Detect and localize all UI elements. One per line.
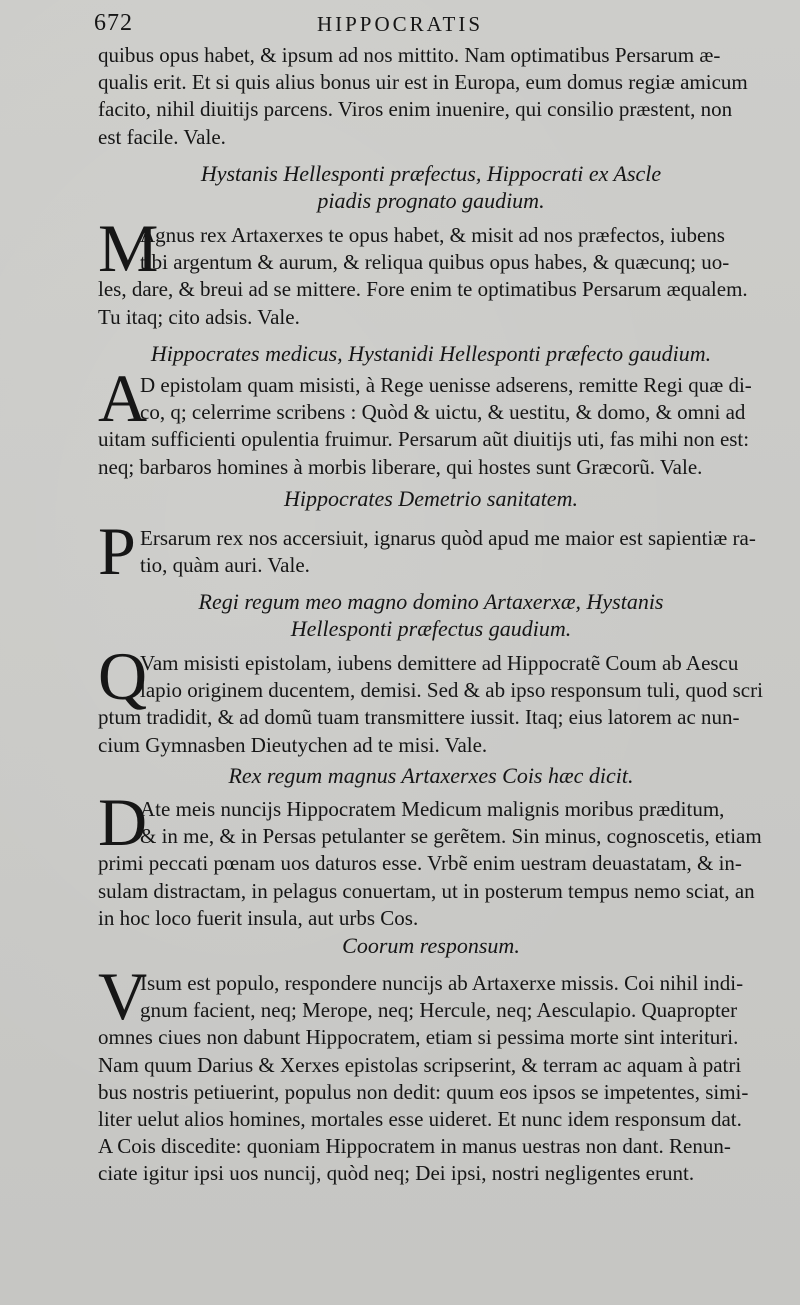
text-line: gnum facient, neq; Merope, neq; Hercule, neq; Aesculapio. Quapropter xyxy=(140,998,738,1023)
letter-paragraph xyxy=(98,638,764,759)
heading-line: Hellesponti præfectus gaudium. xyxy=(290,616,572,642)
text-line: Vam misisti epistolam, iubens demittere ad Hippocratẽ Coum ab Aescu xyxy=(140,651,739,675)
letter-heading xyxy=(98,160,764,214)
text-line: est facile. Vale. xyxy=(98,124,226,149)
text-line: cium Gymnasben Dieutychen ad te misi. Vale. xyxy=(98,732,488,757)
heading-line: Hippocrates medicus, Hystanidi Hellesponti præfecto gaudium. xyxy=(150,341,712,366)
text-line: uitam sufficienti opulentia fruimur. Persarum aũt diuitijs uti, fas mihi non est: xyxy=(98,427,750,452)
text-line: co, q; celerrime scribens : Quòd & uictu, & uestitu, & domo, & omni ad xyxy=(140,400,746,425)
text-line: neq; barbaros homines à morbis liberare, qui hostes sunt Græcorũ. Vale. xyxy=(98,454,703,479)
text-line: quibus opus habet, & ipsum ad nos mittito. Nam optimatibus Persarum æ- xyxy=(98,43,721,67)
text-line: Ate meis nuncijs Hippocratem Medicum malignis moribus præditum, xyxy=(140,797,725,821)
text-line: Ersarum rex nos accersiuit, ignarus quòd apud me maior est sapientiæ ra- xyxy=(140,526,756,550)
text-line: D epistolam quam misisti, à Rege uenisse adserens, remitte Regi quæ di- xyxy=(140,373,752,397)
drop-cap: P xyxy=(98,513,136,589)
letter-paragraph xyxy=(98,210,764,331)
drop-cap: V xyxy=(98,958,148,1034)
text-line: bus nostris petiuerint, populus non dedit: quum eos ipsos se impetentes, simi- xyxy=(98,1079,749,1104)
letter-heading xyxy=(98,485,764,512)
heading-line: Hippocrates Demetrio sanitatem. xyxy=(284,486,578,511)
text-line: Isum est populo, respondere nuncijs ab Artaxerxe missis. Coi nihil indi- xyxy=(140,971,744,995)
drop-cap: M xyxy=(98,210,159,286)
text-line: omnes ciues non dabunt Hippocratem, etiam si pessima morte sint interituri. xyxy=(98,1025,739,1050)
intro-paragraph xyxy=(98,42,764,151)
text-line: A Cois discedite: quoniam Hippocratem in manus uestras non dant. Renun- xyxy=(98,1134,731,1159)
text-line: qualis erit. Et si quis alius bonus uir est in Europa, eum domus regiæ amicum xyxy=(98,70,748,95)
text-line: Agnus rex Artaxerxes te opus habet, & misit ad nos præfectos, iubens xyxy=(140,223,725,247)
text-line: liter uelut alios homines, mortales esse uideret. Et nunc idem responsum dat. xyxy=(98,1106,742,1131)
text-line: Nam quum Darius & Xerxes epistolas scripserint, & terram ac aquam à patri xyxy=(98,1052,742,1077)
text-line: in hoc loco fuerit insula, aut urbs Cos. xyxy=(98,905,419,930)
text-line: primi peccati pœnam uos daturos esse. Vrbẽ enim uestram deuastatam, & in- xyxy=(98,851,742,876)
heading-line: Hystanis Hellesponti præfectus, Hippocrati ex Ascle xyxy=(200,161,662,186)
running-head: HIPPOCRATIS xyxy=(316,12,484,36)
text-line: tibi argentum & aurum, & reliqua quibus opus habes, & quæcunq; uo- xyxy=(140,250,730,275)
letter-paragraph xyxy=(98,958,764,1188)
drop-cap: D xyxy=(98,784,148,860)
text-line: ciate igitur ipsi uos nuncij, quòd neq; Dei ipsi, nostri negligentes erunt. xyxy=(98,1161,695,1186)
text-line: les, dare, & breui ad se mittere. Fore enim te optimatibus Persarum æqualem. xyxy=(98,277,748,302)
heading-line: Regi regum meo magno domino Artaxerxæ, Hystanis xyxy=(198,589,664,614)
letter-heading xyxy=(98,340,764,367)
letter-paragraph xyxy=(98,513,764,589)
letter-paragraph xyxy=(98,784,764,932)
text-line: tio, quàm auri. Vale. xyxy=(140,553,310,578)
page-number: 672 xyxy=(94,10,133,36)
text-line: facito, nihil diuitijs parcens. Viros enim inuenire, qui consilio præstent, non xyxy=(98,97,733,122)
letter-heading xyxy=(98,762,764,789)
drop-cap: A xyxy=(98,360,148,436)
letter-heading xyxy=(98,932,764,959)
text-line: lapio originem ducentem, demisi. Sed & ab ipso responsum tuli, quod scri xyxy=(140,678,763,703)
text-line: ptum tradidit, & ad domũ tuam transmittere iussit. Itaq; eius latorem ac nun- xyxy=(98,705,740,730)
heading-line: piadis prognato gaudium. xyxy=(317,188,545,214)
letter-heading xyxy=(98,588,764,642)
page-header xyxy=(0,8,800,42)
heading-line: Coorum responsum. xyxy=(342,933,520,958)
drop-cap: Q xyxy=(98,638,148,714)
heading-line: Rex regum magnus Artaxerxes Cois hæc dicit. xyxy=(228,763,634,788)
text-line: & in me, & in Persas petulanter se gerẽtem. Sin minus, cognoscetis, etiam xyxy=(140,824,762,849)
text-line: sulam distractam, in pelagus conuertam, ut in posterum tempus nemo sciat, an xyxy=(98,878,755,903)
text-line: Tu itaq; cito adsis. Vale. xyxy=(98,304,300,329)
letter-paragraph xyxy=(98,360,764,481)
